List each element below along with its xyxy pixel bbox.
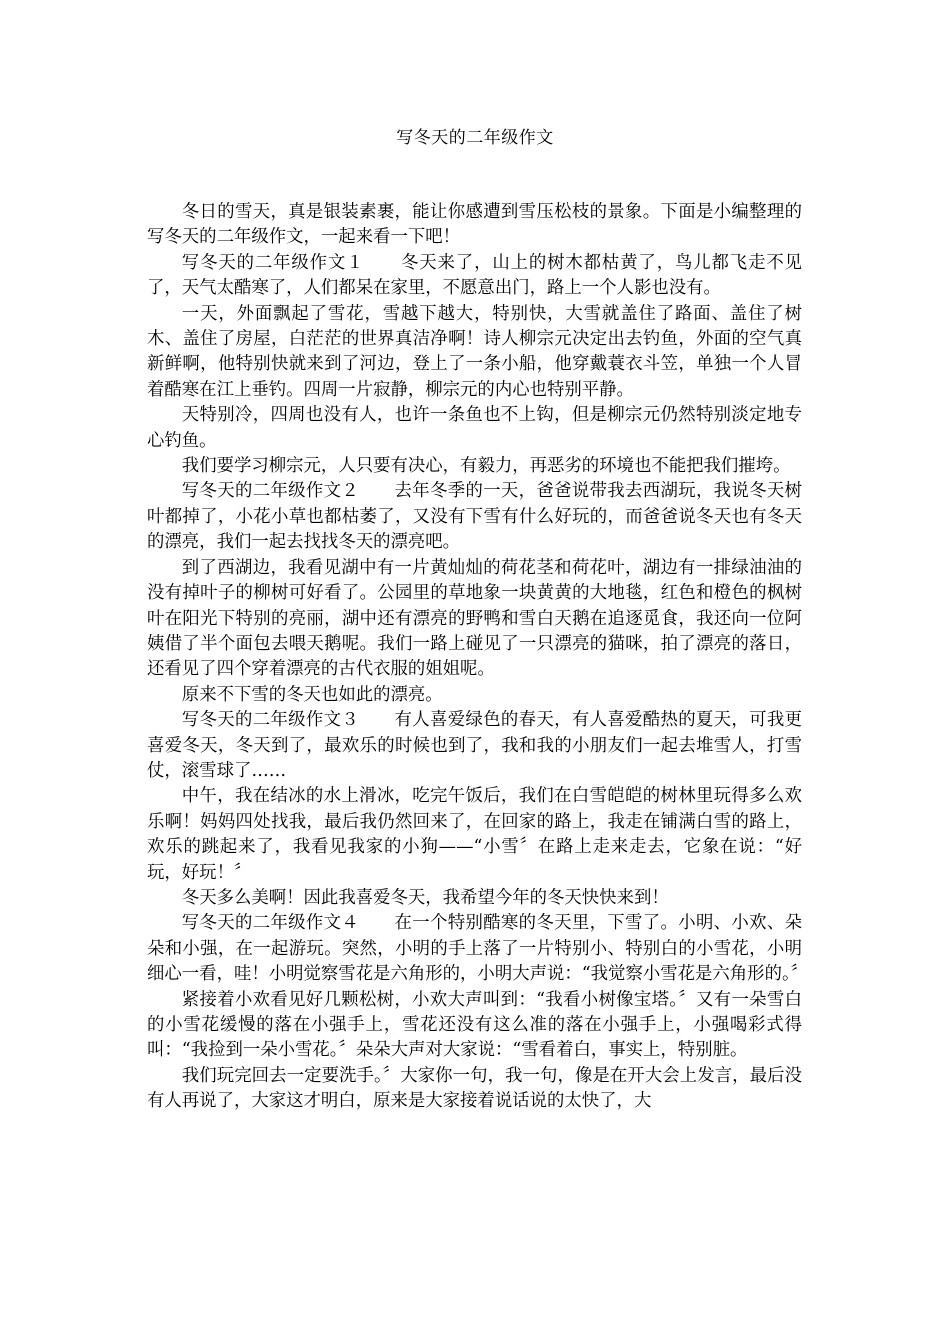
paragraph-essay-3-start: 写冬天的二年级作文３ 有人喜爱绿色的春天，有人喜爱酷热的夏天，可我更喜爱冬天，冬天到了，最欢乐的时候也到了，我和我的小朋友们一起去堆雪人，打雪仗，滚雪球了……	[147, 710, 802, 781]
paragraph-essay-1-start: 写冬天的二年级作文１ 冬天来了，山上的树木都枯黄了，鸟儿都飞走不见了，天气太酷寒了，人们都呆在家里，不愿意出门，路上一个人影也没有。	[147, 252, 802, 299]
document-body	[147, 200, 809, 1115]
document-title: 写冬天的二年级作文	[396, 128, 554, 148]
paragraph-essay-2-start: 写冬天的二年级作文２ 去年冬季的一天，爸爸说带我去西湖玩，我说冬天树叶都掉了，小花小草也都枯萎了，又没有下雪有什么好玩的，而爸爸说冬天也有冬天的漂亮，我们一起去找找冬天的漂亮吧。	[147, 481, 802, 553]
paragraph-intro: 冬日的雪天，真是银装素裹，能让你感遭到雪压松枝的景象。下面是小编整理的写冬天的二年级作文，一起来看一下吧！	[147, 202, 802, 248]
paragraph: 我们玩完回去一定要洗手。〞大家你一句，我一句，像是在开大会上发言，最后没有人再说了，大家这才明白，原来是大家接着说话说的太快了，大	[147, 1065, 802, 1112]
paragraph: 紧接着小欢看见好几颗松树，小欢大声叫到：“我看小树像宝塔。〞又有一朵雪白的小雪花缓慢的落在小强手上，雪花还没有这么准的落在小强手上，小强喝彩式得叫：“我捡到一朵小雪花。〞朵朵大声对大家说：“雪看着白，事实上，特别脏。	[147, 989, 802, 1061]
paragraph: 天特别冷，四周也没有人，也许一条鱼也不上钩，但是柳宗元仍然特别淡定地专心钓鱼。	[147, 405, 802, 451]
paragraph: 中午，我在结冰的水上滑冰，吃完午饭后，我们在白雪皑皑的树林里玩得多么欢乐啊！妈妈四处找我，最后我仍然回来了，在回家的路上，我走在铺满白雪的路上，欢乐的跳起来了，我看见我家的小狗——“小雪〞在路上走来走去，它象在说：“好玩，好玩！〞	[147, 786, 802, 883]
paragraph: 我们要学习柳宗元，人只要有决心，有毅力，再恶劣的环境也不能把我们摧垮。	[181, 456, 791, 477]
paragraph: 冬天多么美啊！因此我喜爱冬天，我希望今年的冬天快快来到！	[181, 887, 669, 908]
paragraph: 原来不下雪的冬天也如此的漂亮。	[181, 684, 443, 705]
paragraph: 一天，外面飘起了雪花，雪越下越大，特别快，大雪就盖住了路面、盖住了树木、盖住了房屋，白茫茫的世界真洁净啊！诗人柳宗元决定出去钓鱼，外面的空气真新鲜啊，他特别快就来到了河边，登上了一条小船，他穿戴蓑衣斗笠，单独一个人冒着酷寒在江上垂钓。四周一片寂静，柳宗元的内心也特别平静。	[147, 303, 802, 400]
paragraph: 到了西湖边，我看见湖中有一片黄灿灿的荷花茎和荷花叶，湖边有一排绿油油的没有掉叶子的柳树可好看了。公园里的草地象一块黄黄的大地毯，红色和橙色的枫树叶在阳光下特别的亮丽，湖中还有漂亮的野鸭和雪白天鹅在追逐觅食，我还向一位阿姨借了半个面包去喂天鹅呢。我们一路上碰见了一只漂亮的猫咪，拍了漂亮的落日，还看见了四个穿着漂亮的古代衣服的姐姐呢。	[147, 557, 802, 680]
paragraph-essay-4-start: 写冬天的二年级作文４ 在一个特别酷寒的冬天里，下雪了。小明、小欢、朵朵和小强，在一起游玩。突然，小明的手上落了一片特别小、特别白的小雪花，小明细心一看，哇！小明觉察雪花是六角形的，小明大声说：“我觉察小雪花是六角形的。〞	[147, 913, 809, 985]
